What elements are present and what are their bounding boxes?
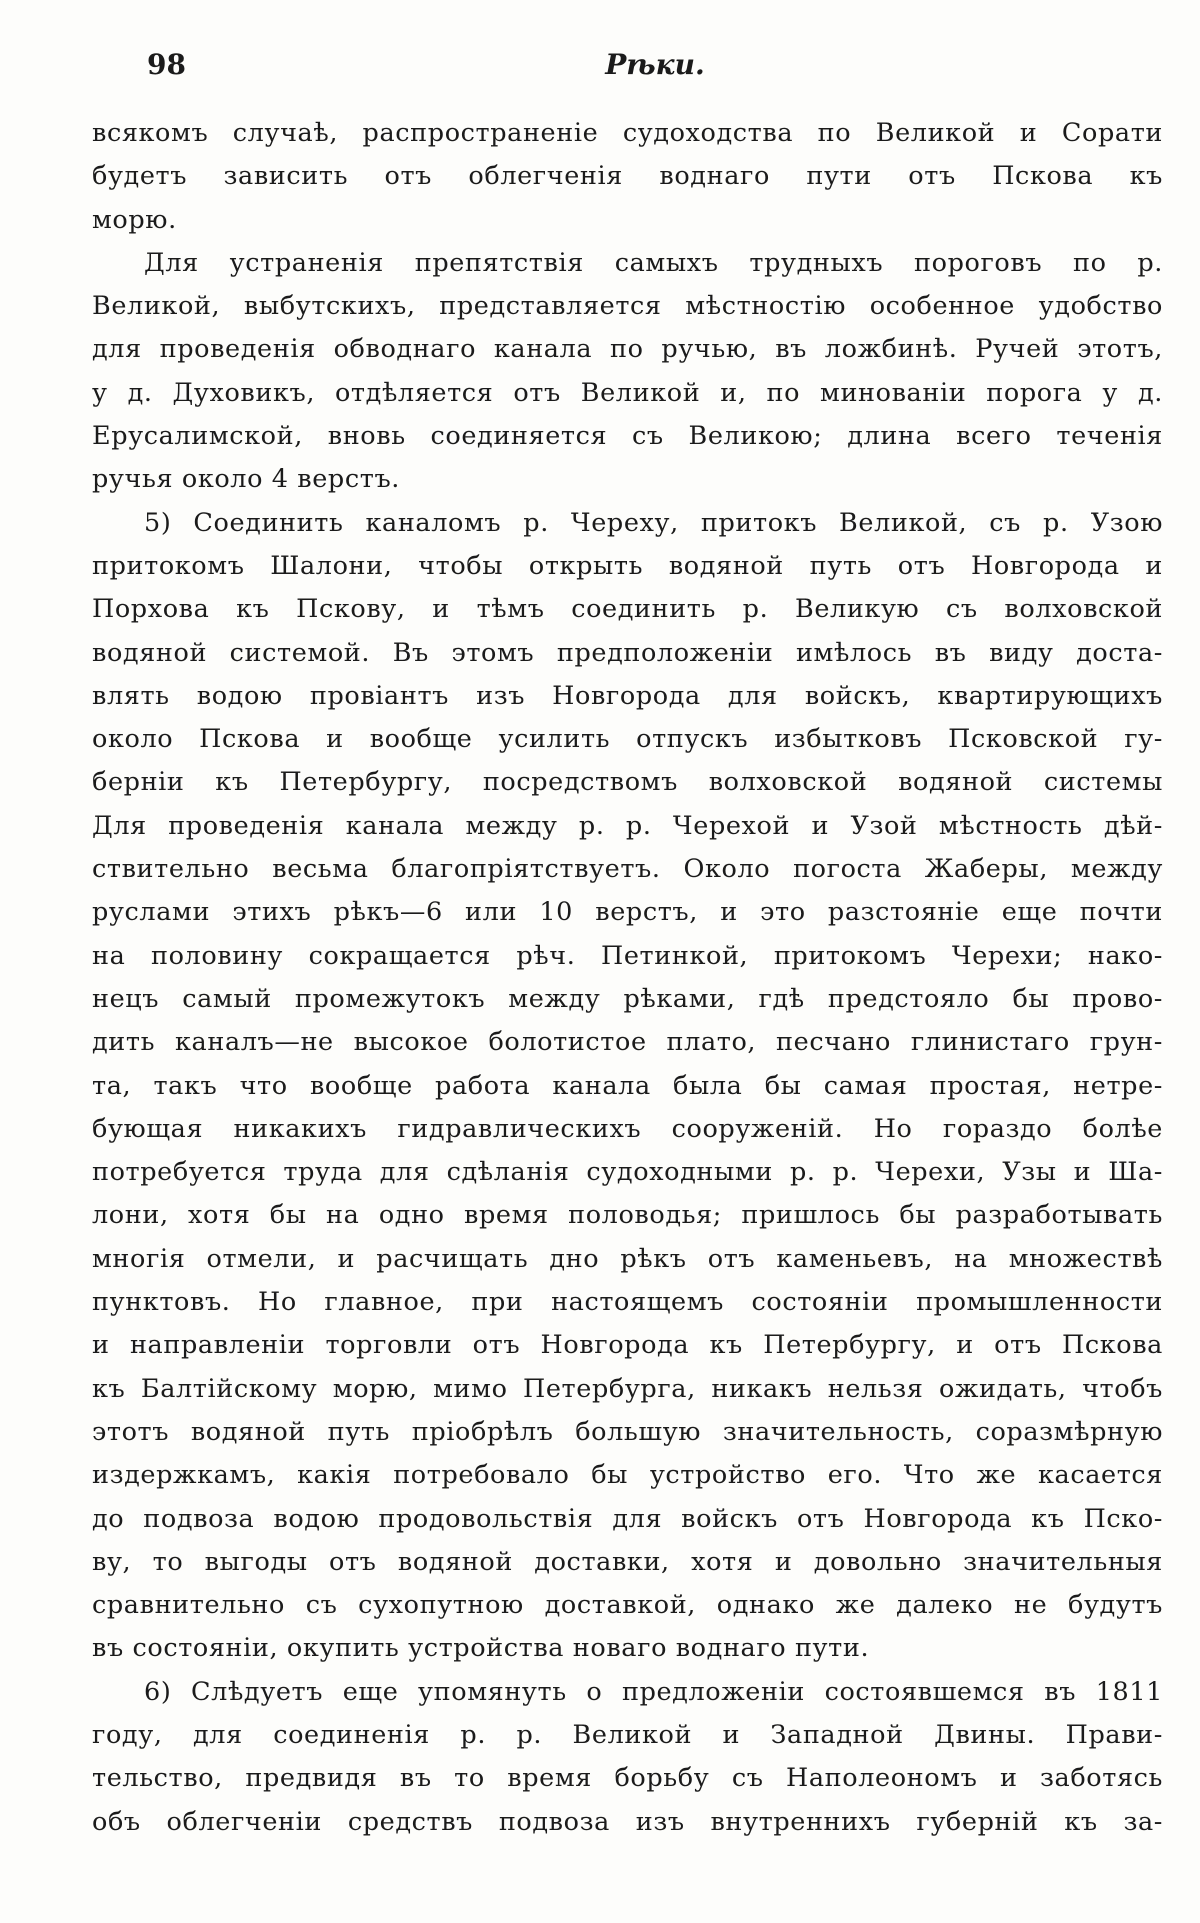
body-text [92,112,1163,1844]
text-line: этотъ водяной путь пріобрѣлъ большую значительность, соразмѣрную [92,1416,1163,1447]
text-line: притокомъ Шалони, чтобы открыть водяной путь отъ Новгорода и [92,550,1163,581]
text-line: лони, хотя бы на одно время половодья; пришлось бы разработывать [92,1200,1163,1231]
text-line: влять водою провіантъ изъ Новгорода для войскъ, квартирующихъ [92,680,1163,711]
text-line: въ состояніи, окупить устройства новаго воднаго пути. [92,1633,870,1664]
text-line: ву, то выгоды отъ водяной доставки, хотя и довольно значительныя [92,1546,1163,1577]
text-line: будетъ зависить отъ облегченія воднаго пути отъ Пскова къ [92,161,1163,192]
text-line: потребуется труда для сдѣланія судоходными р. р. Черехи, Узы и Ша- [92,1157,1163,1188]
text-line: всякомъ случаѣ, распространеніе судоходства по Великой и Сорати [92,118,1163,148]
text-line: дить каналъ—не высокое болотистое плато, песчано глинистаго грун- [92,1027,1163,1058]
text-line: на половину сокращается рѣч. Петинкой, притокомъ Черехи; нако- [92,940,1163,971]
paragraph-start-line: 6) Слѣдуетъ еще упомянуть о предложеніи состоявшемся въ 1811 [144,1676,1163,1707]
text-line: году, для соединенія р. р. Великой и Западной Двины. Прави- [92,1719,1163,1750]
text-line: Великой, выбутскихъ, представляется мѣстностію особенное удобство [92,291,1163,322]
text-line: нецъ самый промежутокъ между рѣками, гдѣ предстояло бы прово- [92,983,1163,1014]
text-line: тельство, предвидя въ то время борьбу съ Наполеономъ и заботясь [92,1763,1163,1794]
text-line: многія отмели, и расчищать дно рѣкъ отъ каменьевъ, на множествѣ [92,1243,1163,1274]
text-line: объ облегченіи средствъ подвоза изъ внутреннихъ губерній къ за- [92,1806,1163,1837]
text-line: та, такъ что вообще работа канала была бы самая простая, нетре- [92,1070,1163,1101]
text-line: Для проведенія канала между р. р. Черехой и Узой мѣстность дѣй- [92,810,1163,841]
text-line: издержкамъ, какія потребовало бы устройство его. Что же касается [92,1460,1163,1491]
text-line: сравнительно съ сухопутною доставкой, однако же далеко не будутъ [92,1590,1163,1621]
text-line: руслами этихъ рѣкъ—6 или 10 верстъ, и это разстояніе еще почти [92,897,1163,928]
text-line: пунктовъ. Но главное, при настоящемъ состояніи промышленности [92,1287,1163,1318]
text-line: бующая никакихъ гидравлическихъ сооруженій. Но гораздо болѣе [92,1113,1163,1144]
text-line: къ Балтійскому морю, мимо Петербурга, никакъ нельзя ожидать, чтобъ [92,1373,1163,1404]
text-line: около Пскова и вообще усилить отпускъ избытковъ Псковской гу- [92,724,1163,755]
text-line: и направленіи торговли отъ Новгорода къ Петербургу, и отъ Пскова [92,1330,1163,1361]
text-line: Ерусалимской, вновь соединяется съ Великою; длина всего теченія [92,421,1163,452]
text-line: ствительно весьма благопріятствуетъ. Около погоста Жаберы, между [92,854,1163,885]
text-line: морю. [92,204,177,235]
text-line: ручья около 4 верстъ. [92,464,400,495]
running-title: Рѣки. [605,48,705,81]
page-number: 98 [147,48,186,81]
paragraph-start-line: Для устраненія препятствія самыхъ трудныхъ пороговъ по р. [144,247,1163,278]
text-line: берніи къ Петербургу, посредствомъ волховской водяной системы [92,767,1163,798]
text-line: водяной системой. Въ этомъ предположеніи имѣлось въ виду доста- [92,637,1163,668]
page-header [147,48,1163,88]
paragraph-start-line: 5) Соединить каналомъ р. Череху, притокъ Великой, съ р. Узою [144,507,1163,538]
text-line: у д. Духовикъ, отдѣляется отъ Великой и, по минованіи порога у д. [92,377,1163,408]
text-line: Порхова къ Пскову, и тѣмъ соединить р. Великую съ волховской [92,594,1163,625]
text-line: для проведенія обводнаго канала по ручью, въ ложбинѣ. Ручей этотъ, [92,334,1163,365]
text-line: до подвоза водою продовольствія для войскъ отъ Новгорода къ Пско- [92,1503,1163,1534]
